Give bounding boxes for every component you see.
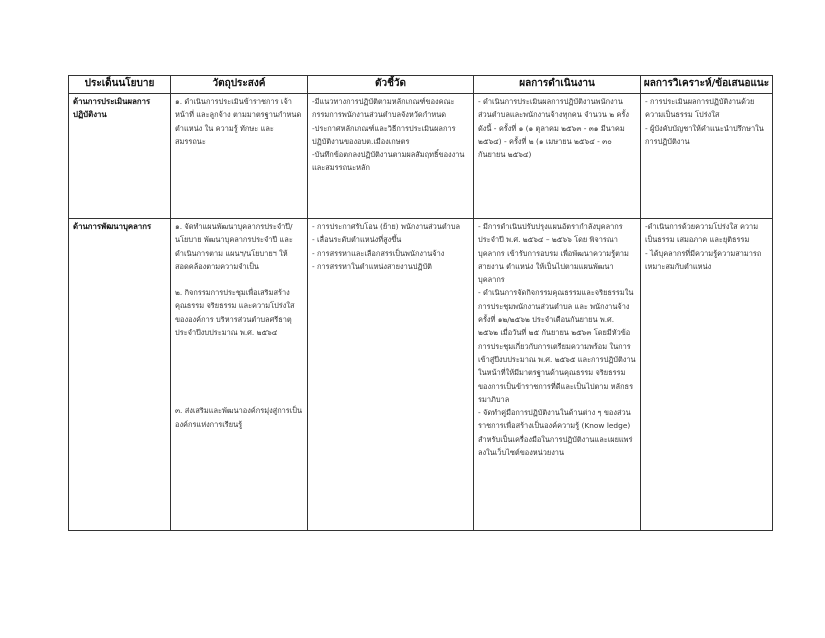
header-analysis: ผลการวิเคราะห์/ข้อเสนอแนะ xyxy=(641,76,773,94)
analysis-item: -ดำเนินการด้วยความโปร่งใส ความเป็นธรรม เสมอภาค และยุติธรรม xyxy=(645,222,759,245)
indicator-item: -ประกาศหลักเกณฑ์และวิธีการประเมินผลการปฏิบัติงานของอบต.เมืองเกษตร xyxy=(312,123,456,146)
analysis-item: - การประเมินผลการปฏิบัติงานด้วยความเป็นธรรม โปร่งใส xyxy=(645,97,755,120)
indicator-item: - การสรรหาและเลือกสรรเป็นพนักงานจ้าง xyxy=(312,248,445,258)
row-objectives xyxy=(171,94,308,219)
table-row xyxy=(69,219,773,531)
result-item: - ดำเนินการประเมินผลการปฏิบัติงานพนักงานส่วนตำบลและพนักงานจ้างทุกคน จำนวน ๒ ครั้ง ดังนี้ - ครั้งที่ ๑ (๑ ตุลาคม ๒๕๖๓ - ๓๑ มีนาคม ๒๕๖๔) - ครั้งที่ ๒ (๑ เมษายน ๒๕๖๔ - ๓๐ กันยายน ๒๕๖๔) xyxy=(478,97,629,160)
row-objectives xyxy=(171,219,308,531)
row-topic: ด้านการประเมินผลการปฏิบัติงาน xyxy=(69,94,171,219)
indicator-item: - เลื่อนระดับตำแหน่งที่สูงขึ้น xyxy=(312,235,402,245)
result-item: - ดำเนินการจัดกิจกรรมคุณธรรมและจริยธรรมในการประชุมพนักงานส่วนตำบล และ พนักงานจ้าง ครั้งที่ ๑๒/๒๕๖๒ ประจำเดือนกันยายน พ.ศ. ๒๕๖๒ เมื่อวันที่ ๒๕ กันยายน ๒๕๖๓ โดยมีหัวข้อการประชุมเกี่ยวกับการเตรียมความพร้อม ในการเข้าสู่ปีงบประมาณ พ.ศ. ๒๕๖๕ และการปฏิบัติงานในหน้าที่ให้มีมาตรฐานด้านคุณธรรม จริยธรรมของการเป็นข้าราชการที่ดีและเป็นไปตาม หลักธรรมาภิบาล xyxy=(478,288,636,404)
table-header-row xyxy=(69,76,773,94)
table-row xyxy=(69,94,773,219)
row-results xyxy=(474,219,641,531)
objective-item: ๑. จัดทำแผนพัฒนาบุคลากรประจำปี/นโยบาย พัฒนาบุคลากรประจำปี และดำเนินการตาม แผนฯ/นโยบายฯ ให้สอดคล้องตามความจำเป็น xyxy=(175,222,293,271)
objective-item: ๑. ดำเนินการประเมินข้าราชการ เจ้าหน้าที่ และลูกจ้าง ตามมาตรฐานกำหนดตำแหน่ง ใน ความรู้ ทักษะ และสมรรถนะ xyxy=(175,97,302,146)
indicator-item: -มีแนวทางการปฏิบัติตามหลักเกณฑ์ของคณะกรรมการพนักงานส่วนตำบลจังหวัดกำหนด xyxy=(312,97,455,120)
result-item: - จัดทำคู่มือการปฏิบัติงานในด้านต่าง ๆ ของส่วนราชการเพื่อสร้างเป็นองค์ความรู้ (Know ledge) สำหรับเป็นเครื่องมือในการปฏิบัติงานและเผยแพร่ลงในเว็บไซต์ของหน่วยงาน xyxy=(478,408,633,458)
result-item: - มีการดำเนินปรับปรุงแผนอัตรากำลังบุคลากร ประจำปี พ.ศ. ๒๕๖๔ – ๒๕๖๖ โดย พิจารณาบุคลากร เข้ารับการอบรม เพื่อพัฒนาความรู้ตามสายงาน ตำแหน่ง ให้เป็นไปตามแผนพัฒนาบุคลากร xyxy=(478,222,629,285)
row-results xyxy=(474,94,641,219)
header-results: ผลการดำเนินงาน xyxy=(474,76,641,94)
spacer xyxy=(175,273,303,286)
policy-table xyxy=(68,75,773,531)
analysis-item: - ได้บุคลากรที่มีความรู้ความสามารถเหมาะสมกับตำแหน่ง xyxy=(645,248,762,271)
objective-item: ๒. กิจกรรมการประชุมเพื่อเสริมสร้างคุณธรรม จริยธรรม และความโปร่งใสขององค์การ บริหารส่วนตำบลศรีธาตุ ประจำปีงบประมาณ พ.ศ. ๒๕๖๔ xyxy=(175,288,295,338)
row-topic: ด้านการพัฒนาบุคลากร xyxy=(69,219,171,531)
indicator-item: -บันทึกข้อตกลงปฏิบัติงานตามผลสัมฤทธิ์ของงานและสมรรถนะหลัก xyxy=(312,150,465,173)
header-policy-issue: ประเด็นนโยบาย xyxy=(69,76,171,94)
row-indicators xyxy=(308,94,474,219)
row-analysis xyxy=(641,94,773,219)
objective-item: ๓. ส่งเสริมและพัฒนาองค์กรมุ่งสู่การเป็น องค์กรแห่งการเรียนรู้ xyxy=(175,406,303,429)
indicator-item: - การสรรหาในตำแหน่งสายงานปฏิบัติ xyxy=(312,261,432,271)
indicator-item: - การประกาศรับโอน (ย้าย) พนักงานส่วนตำบล xyxy=(312,222,461,231)
header-objectives: วัตถุประสงค์ xyxy=(171,76,308,94)
row-indicators xyxy=(308,219,474,531)
spacer xyxy=(175,339,303,404)
analysis-item: - ผู้บังคับบัญชาให้คำแนะนำปรึกษาในการปฏิบัติงาน xyxy=(645,123,764,146)
row-analysis xyxy=(641,219,773,531)
header-indicators: ตัวชี้วัด xyxy=(308,76,474,94)
